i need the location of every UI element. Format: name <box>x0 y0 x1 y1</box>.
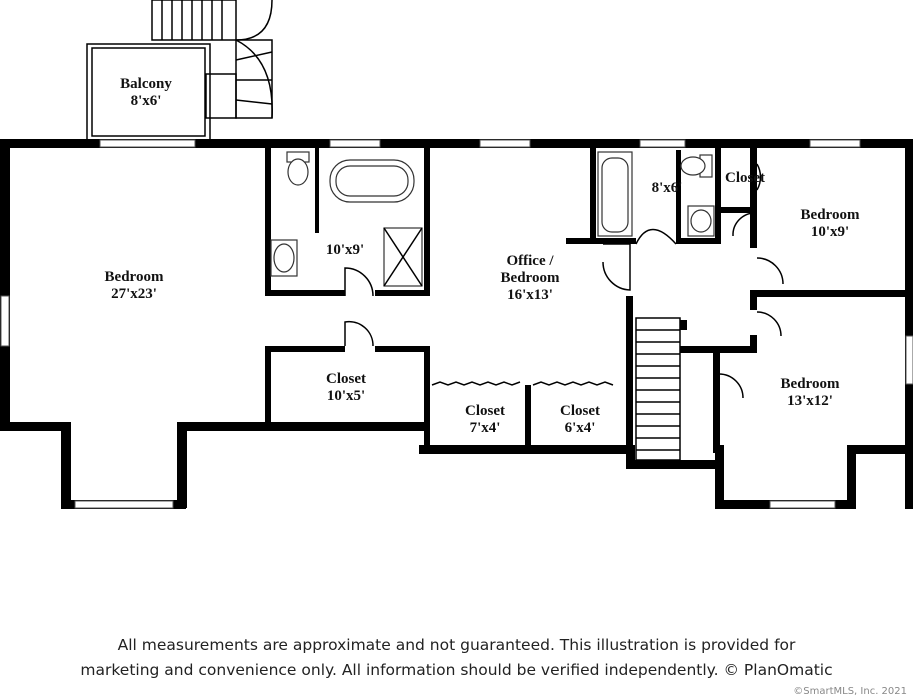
disclaimer-line-1: All measurements are approximate and not guaranteed. This illustration is provided for <box>117 636 796 654</box>
closet-c-size: 6'x4' <box>564 420 596 436</box>
bath-fixtures <box>271 152 714 286</box>
bedroom-se-size: 13'x12' <box>787 393 833 409</box>
exterior-stairs <box>152 0 272 118</box>
bedroom-se-name: Bedroom <box>780 376 840 392</box>
closet-c-name: Closet <box>560 403 600 419</box>
interior-stairs <box>636 318 680 460</box>
office-name-line1: Office / <box>506 253 554 269</box>
walls <box>0 139 913 509</box>
office-name-line2: Bedroom <box>500 270 560 286</box>
master-bedroom-size: 27'x23' <box>111 286 157 302</box>
bedroom-ne-size: 10'x9' <box>810 224 850 240</box>
balcony-size: 8'x6' <box>130 93 162 109</box>
bedroom-ne-name: Bedroom <box>800 207 860 223</box>
office-size: 16'x13' <box>507 287 553 303</box>
disclaimer-line-2: marketing and convenience only. All information should be verified independently. © PlanOmatic <box>80 661 833 679</box>
closet-b-size: 7'x4' <box>469 420 501 436</box>
closet-b-name: Closet <box>465 403 505 419</box>
master-bedroom-name: Bedroom <box>104 269 164 285</box>
room-labels <box>105 76 860 436</box>
balcony-outline <box>87 44 210 140</box>
closet-a-name: Closet <box>326 371 366 387</box>
copyright-watermark: ©SmartMLS, Inc. 2021 <box>793 686 907 697</box>
closet-a-size: 10'x5' <box>326 388 366 404</box>
bath1-size: 10'x9' <box>325 242 365 258</box>
balcony-name: Balcony <box>120 76 172 92</box>
bath2-size: 8'x6' <box>651 180 683 196</box>
closet-top-name: Closet <box>725 170 765 186</box>
